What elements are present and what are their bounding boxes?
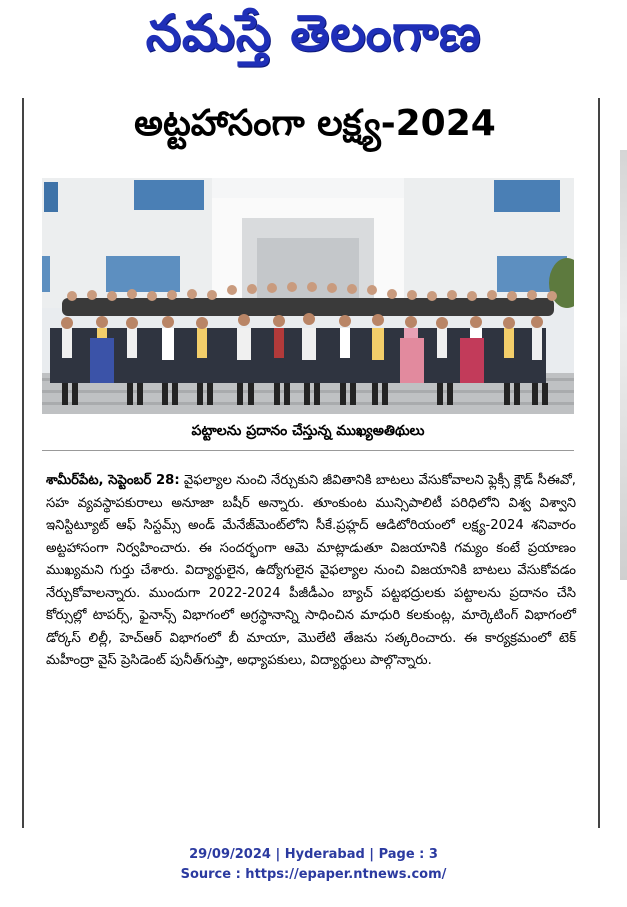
masthead bbox=[0, 0, 627, 86]
article-dateline: శామీర్‌పేట, సెప్టెంబర్ 28: bbox=[46, 473, 180, 488]
article-headline: అట్టహాసంగా లక్ష్య-2024 bbox=[134, 103, 496, 144]
column-rule-right bbox=[598, 98, 600, 828]
article-text: వైఫల్యాల నుంచి నేర్చుకుని జీవితానికి బాటలు వేసుకోవాలని ఫ్లెక్సీ క్లౌడ్ సీఈవో, సహ వ్యవస్థాపకురాలు అనూజా బషీర్ అన్నారు. తూంకుంట మున్సిపాలిటీ పరిధిలోని విశ్వ విశ్వాని ఇనిస్టిట్యూట్ ఆఫ్ సిస్టమ్స్ అండ్ మేనేజ్‌మెంట్‌లోని సీకే.ప్రహ్లద్ ఆడిటోరియంలో లక్ష్య-2024 శనివారం అట్టహాసంగా నిర్వహించారు. ఈ సందర్భంగా ఆమె మాట్లాడుతూ విజయానికి గమ్యం కంటే ప్రయాణం ముఖ్యమని గుర్తు చేశారు. విద్యార్థులైన, ఉద్యోగులైన వైఫల్యాల నుంచి విజయానికి బాటలు వేసుకోవడం నేర్చుకోవాలన్నారు. ముందుగా 2022-2024 పీజీడీఎం బ్యాచ్ పట్టభద్రులకు పట్టాలను ప్రదానం చేసి కోర్సుల్లో టాపర్స్, ఫైనాన్స్ విభాగంలో అగ్రస్థానాన్ని సాధించిన మాధురి కలకుంట్ల, మార్కెటింగ్ విభాగంలో డోర్కస్ లిల్లీ, హెచ్‌ఆర్ విభాగంలో బీ మాయా, మొలేటి తేజను సత్కరించారు. ఈ కార్యక్రమంలో టెక్ మహీంద్రా వైస్ ప్రెసిడెంట్ పునీత్‌గుప్తా, అధ్యాపకులు, విద్యార్థులు పాల్గొన్నారు. bbox=[46, 473, 576, 668]
column-rule-left bbox=[22, 98, 24, 828]
group-photo bbox=[42, 178, 574, 414]
footer-source: Source : https://epaper.ntnews.com/ bbox=[180, 867, 447, 882]
newspaper-logo: నమస్తే తెలంగాణ bbox=[145, 4, 482, 62]
article-body bbox=[46, 470, 576, 673]
photo-caption: పట్టాలను ప్రదానం చేస్తున్న ముఖ్యఅతిథులు bbox=[191, 423, 425, 439]
adjacent-column-edge bbox=[620, 150, 627, 580]
page-footer bbox=[0, 845, 627, 885]
caption-divider bbox=[42, 450, 574, 451]
footer-date-edition: 29/09/2024 | Hyderabad | Page : 3 bbox=[189, 847, 438, 862]
